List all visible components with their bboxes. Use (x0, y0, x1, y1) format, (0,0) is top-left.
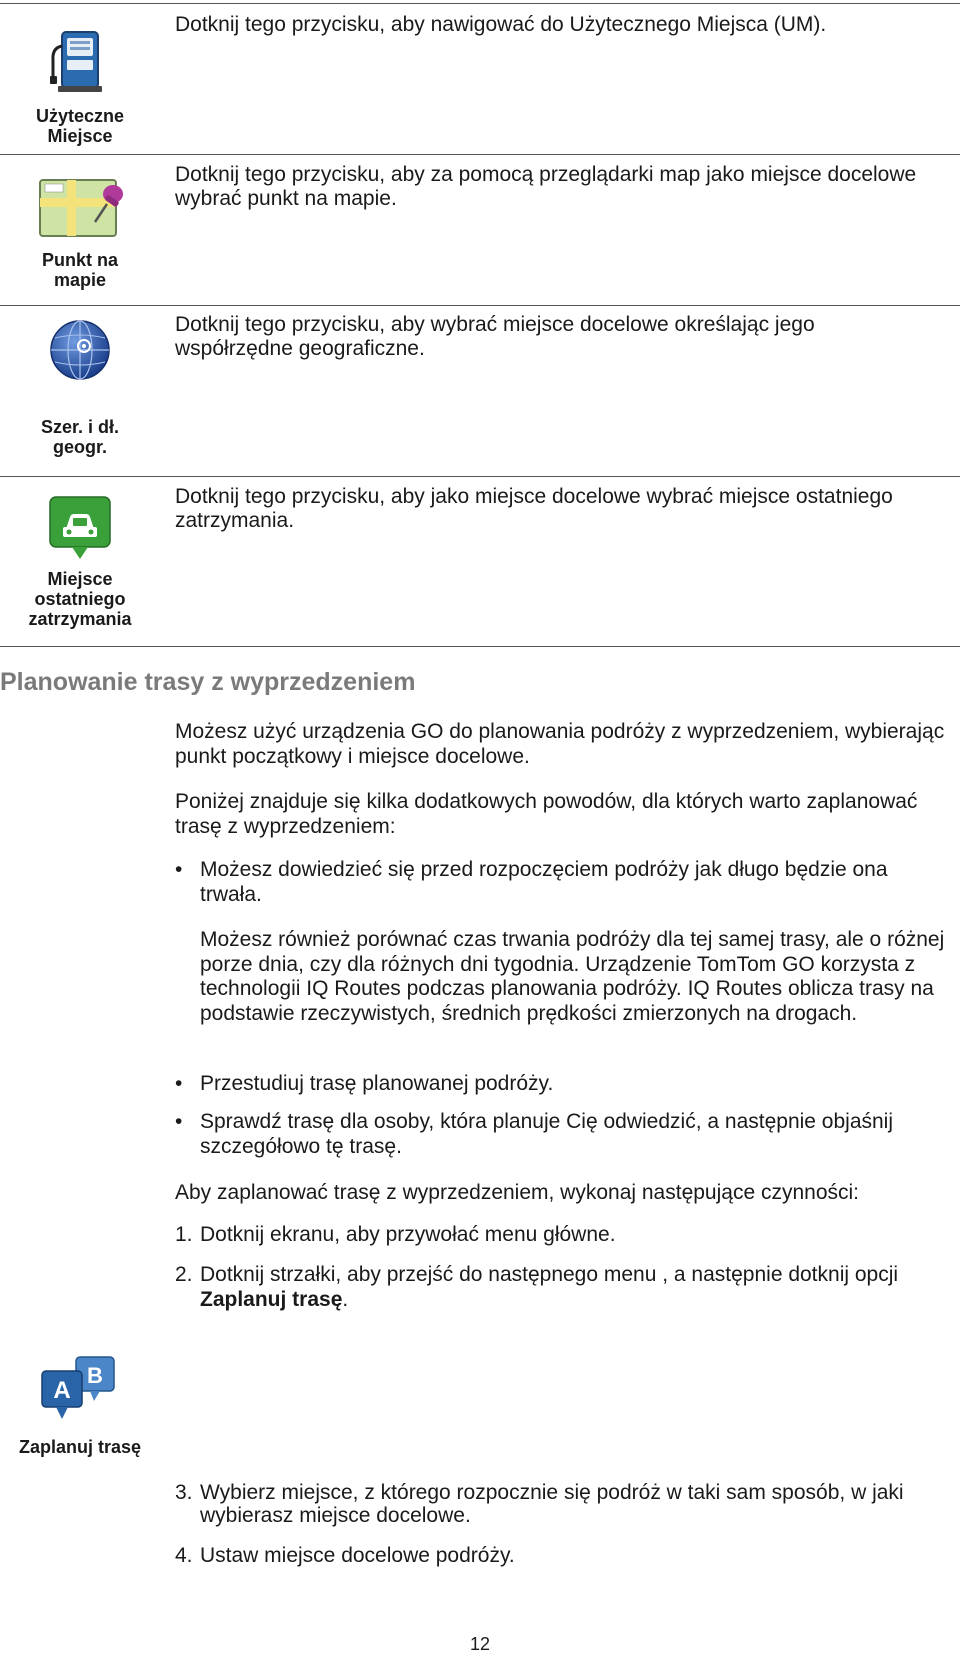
lat-long-label: Szer. i dł. geogr. (40, 417, 120, 457)
step-text-part: Dotknij strzałki, aby przejść do następnego menu , a następnie dotknij opcji (200, 1263, 899, 1286)
last-stop-label: Miejsce ostatniego zatrzymania (28, 569, 132, 629)
section-heading: Planowanie trasy z wyprzedzeniem (0, 668, 416, 696)
step-number: 4. (175, 1544, 193, 1567)
step-text: Dotknij ekranu, aby przywołać menu główne. (200, 1223, 616, 1246)
bullet-detail: Możesz również porównać czas trwania podróży dla tej samej trasy, ale o różnej porze dnia, czy dla różnych dni tygodnia. Urządzenie TomTom GO korzysta z technologii IQ Routes podczas planowania podróży. IQ Routes oblicza trasy na podstawie rzeczywistych, średnich prędkości zmierzonych na drogach. (200, 928, 945, 1025)
point-on-map-description: Dotknij tego przycisku, aby za pomocą przeglądarki map jako miejsce docelowe wybrać punkt na mapie. (175, 163, 917, 210)
poi-description: Dotknij tego przycisku, aby nawigować do Użytecznego Miejsca (UM). (175, 13, 827, 36)
list-item-text: Sprawdź trasę dla osoby, która planuje Cię odwiedzić, a następnie objaśnij szczegółowo tę trasę. (200, 1110, 894, 1158)
step-emphasis: Zaplanuj trasę (200, 1287, 343, 1311)
plan-route-icon (38, 1355, 122, 1423)
plan-route-button[interactable] (0, 1355, 160, 1457)
bullet-mark: • (175, 858, 183, 881)
row-divider (0, 305, 960, 306)
intro-paragraph: Możesz użyć urządzenia GO do planowania podróży z wyprzedzeniem, wybierając punkt początkowy i miejsce docelowe. (175, 720, 945, 768)
plan-route-label: Zaplanuj trasę (18, 1437, 142, 1457)
last-stop-button[interactable] (0, 495, 160, 629)
page-number: 12 (469, 1634, 491, 1654)
steps-intro: Aby zaplanować trasę z wyprzedzeniem, wykonaj następujące czynności: (175, 1181, 860, 1204)
row-divider (0, 476, 960, 477)
step-number: 1. (175, 1223, 193, 1246)
bullet-mark: • (175, 1072, 183, 1095)
step-text-part: . (342, 1287, 349, 1311)
globe-icon (48, 318, 112, 382)
step-number: 3. (175, 1481, 193, 1504)
bullet-mark: • (175, 1110, 183, 1133)
last-stop-description: Dotknij tego przycisku, aby jako miejsce docelowe wybrać miejsce ostatniego zatrzymania. (175, 485, 893, 532)
point-on-map-label: Punkt na mapie (41, 250, 118, 290)
row-divider (0, 646, 960, 647)
car-marker-icon (48, 495, 112, 561)
lat-long-button[interactable] (0, 318, 160, 457)
row-divider (0, 154, 960, 155)
step-text: Wybierz miejsce, z którego rozpocznie się podróż w taki sam sposób, w jaki wybierasz miejsce docelowe. (200, 1481, 904, 1527)
row-divider (0, 3, 960, 4)
step-text (200, 1263, 955, 1312)
map-pin-icon (35, 174, 125, 238)
step-number: 2. (175, 1263, 193, 1286)
lat-long-description: Dotknij tego przycisku, aby wybrać miejsce docelowe określając jego współrzędne geograficzne. (175, 313, 815, 360)
list-item-text: Przestudiuj trasę planowanej podróży. (200, 1072, 554, 1095)
fuel-pump-icon (48, 26, 112, 94)
list-item-text: Możesz dowiedzieć się przed rozpoczęciem podróży jak długo będzie ona trwała. (200, 858, 888, 906)
plan-icon-letter-a: A (53, 1377, 71, 1404)
step-text: Ustaw miejsce docelowe podróży. (200, 1544, 515, 1567)
point-on-map-button[interactable] (0, 174, 160, 290)
plan-icon-letter-b: B (87, 1363, 103, 1388)
reasons-intro: Poniżej znajduje się kilka dodatkowych powodów, dla których warto zaplanować trasę z wyprzedzeniem: (175, 790, 918, 838)
poi-button[interactable] (0, 26, 160, 146)
poi-button-label: Użyteczne Miejsce (35, 106, 125, 146)
